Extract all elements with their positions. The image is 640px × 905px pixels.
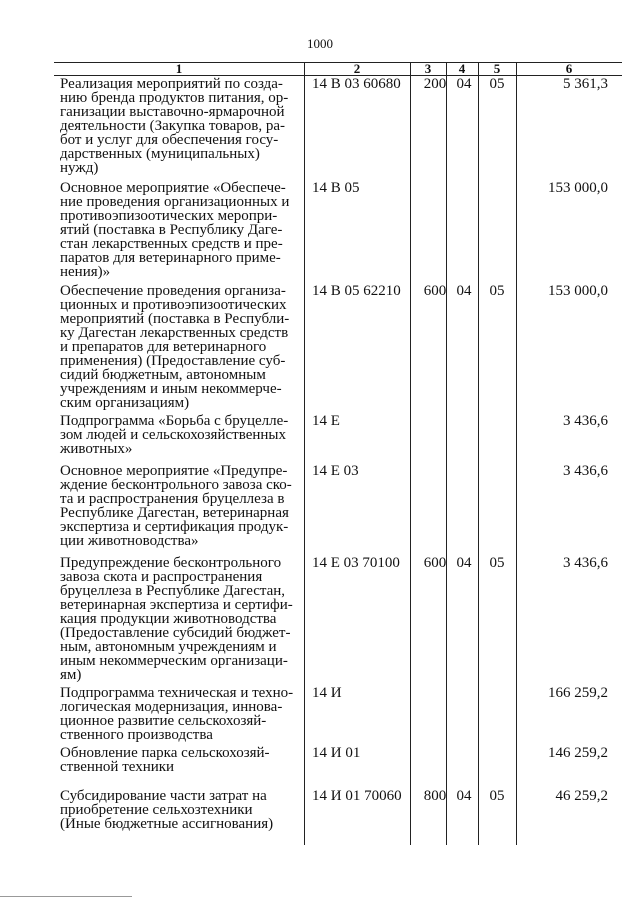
section-code: 04 [456, 283, 472, 299]
subsection-code: 05 [489, 283, 505, 299]
budget-code: 14 И 01 70060 [312, 788, 402, 804]
column-header: 6 [565, 61, 573, 76]
row-description: Обновление парка сельскохозяй- ственной техники [60, 745, 270, 775]
budget-code: 14 Е 03 [312, 463, 359, 479]
budget-code: 14 И [312, 685, 342, 701]
amount-value: 146 259,2 [548, 745, 608, 761]
column-divider [446, 62, 447, 845]
column-header: 1 [175, 61, 183, 76]
expense-type-code: 600 [423, 283, 447, 299]
column-header: 3 [424, 61, 432, 76]
column-divider [304, 62, 305, 845]
subsection-code: 05 [489, 555, 505, 571]
row-description: Реализация мероприятий по созда- нию бренда продуктов питания, ор- ганизации выставочно-ярмарочной деятельности (Закупка товаров, ра- бот и услуг для обеспечения госу- дарственных (муниципальных) нужд) [60, 76, 289, 176]
row-description: Подпрограмма техническая и техно- логическая модернизация, иннова- ционное развитие сельскохозяй- ственного производства [60, 685, 294, 743]
amount-value: 46 259,2 [555, 788, 608, 804]
budget-table [54, 62, 622, 845]
expense-type-code: 200 [423, 76, 447, 92]
section-code: 04 [456, 76, 472, 92]
amount-value: 3 436,6 [563, 463, 608, 479]
page-edge-mark [0, 896, 132, 897]
page-number: 1000 [307, 36, 333, 51]
column-divider [410, 62, 411, 845]
amount-value: 153 000,0 [548, 283, 608, 299]
subsection-code: 05 [489, 76, 505, 92]
column-divider [478, 62, 479, 845]
row-description: Субсидирование части затрат на приобретение сельхозтехники (Иные бюджетные ассигнования) [60, 788, 274, 832]
subsection-code: 05 [489, 788, 505, 804]
row-description: Подпрограмма «Борьба с бруцелле- зом людей и сельскохозяйственных животных» [60, 413, 289, 457]
expense-type-code: 800 [423, 788, 447, 804]
amount-value: 3 436,6 [563, 555, 608, 571]
amount-value: 153 000,0 [548, 180, 608, 196]
column-header: 5 [493, 61, 501, 76]
budget-code: 14 В 05 62210 [312, 283, 401, 299]
section-code: 04 [456, 788, 472, 804]
budget-code: 14 В 03 60680 [312, 76, 401, 92]
amount-value: 3 436,6 [563, 413, 608, 429]
column-header: 2 [353, 61, 361, 76]
expense-type-code: 600 [423, 555, 447, 571]
column-divider [516, 62, 517, 845]
budget-code: 14 И 01 [312, 745, 361, 761]
budget-code: 14 Е [312, 413, 340, 429]
row-description: Предупреждение бесконтрольного завоза скота и распространения бруцеллеза в Республике Дагестан, ветеринарная экспертиза и сертифи- кация продукции животноводства (Предоставление субсидий бюджет- ным, автономным учреждениям и иным некоммерческим организаци- ям) [60, 555, 293, 683]
amount-value: 5 361,3 [563, 76, 608, 92]
row-description: Основное мероприятие «Обеспече- ние проведения организационных и противоэпизоотических меропри- ятий (поставка в Республику Даге- стан лекарственных средств и пре- паратов для ветеринарного приме- нения)» [60, 180, 290, 280]
section-code: 04 [456, 555, 472, 571]
amount-value: 166 259,2 [548, 685, 608, 701]
budget-code: 14 Е 03 70100 [312, 555, 400, 571]
row-description: Основное мероприятие «Предупре- ждение бесконтрольного завоза ско- та и распространения бруцеллеза в Республике Дагестан, ветеринарная экспертиза и сертификация продук- ции животноводства» [60, 463, 292, 549]
budget-code: 14 В 05 [312, 180, 360, 196]
column-header: 4 [458, 61, 466, 76]
row-description: Обеспечение проведения организа- ционных и противоэпизоотических мероприятий (поставка в Республи- ку Дагестан лекарственных средств и препаратов для ветеринарного применения) (Предоставление суб- сидий бюджетным, автономным учреждениям и иным некоммерче- ским организациям) [60, 283, 290, 411]
